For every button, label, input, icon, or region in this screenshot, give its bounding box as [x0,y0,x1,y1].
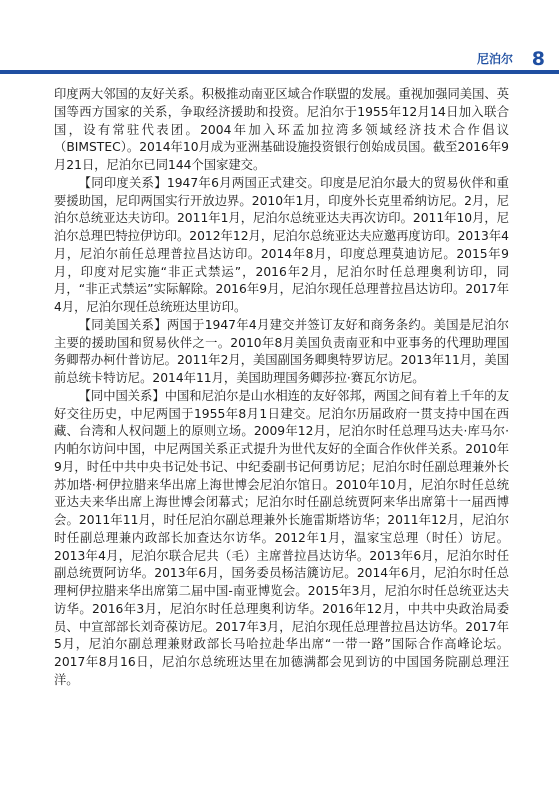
paragraph-text: 1947年6月两国正式建交。印度是尼泊尔最大的贸易伙伴和重要援助国，尼印两国实行开放边界。2010年1月，印度外长克里希纳访尼。2月，尼泊尔总统亚达夫访印。2011年1月，尼泊尔总统亚达夫再次访印。2011年10月，尼泊尔总理巴特拉伊访印。2012年12月，尼泊尔总统亚达夫应邀再度访印。2013年4月，尼泊尔前任总理普拉昌达访印。2014年8月，印度总理莫迪访尼。2015年9月，印度对尼实施“非正式禁运”，2016年2月，尼泊尔时任总理奥利访印，同月，“非正式禁运”实际解除。2016年9月，尼泊尔现任总理普拉昌达访印。2017年4月，尼泊尔现任总统班达里访印。 [54,175,509,314]
paragraph-india-relations [54,175,509,317]
section-tag: 【同美国关系】 [78,317,167,332]
page-header [0,0,559,82]
paragraph-text: 中国和尼泊尔是山水相连的友好邻邦，两国之间有着上千年的友好交往历史，中尼两国于1955年8月1日建交。尼泊尔历届政府一贯支持中国在西藏、台湾和人权问题上的原则立场。2009年12月，尼泊尔时任总理马达夫·库马尔·内帕尔访问中国，中尼两国关系正式提升为世代友好的全面合作伙伴关系。2010年9月，时任中共中央书记处书记、中纪委副书记何勇访尼；尼泊尔时任副总理兼外长苏加塔·柯伊拉腊来华出席上海世博会尼泊尔馆日。2010年10月，尼泊尔时任总统亚达夫来华出席上海世博会闭幕式；尼泊尔时任副总统贾阿来华出席第十一届西博会。2011年11月，时任尼泊尔副总理兼外长施雷斯塔访华；2011年12月，尼泊尔时任副总理兼内政部长加查达尔访华。2012年1月，温家宝总理（时任）访尼。2013年4月，尼泊尔联合尼共（毛）主席普拉昌达访华。2013年6月，尼泊尔时任副总统贾阿访华。2013年6月，国务委员杨洁篪访尼。2014年6月，尼泊尔时任总理柯伊拉腊来华出席第二届中国-南亚博览会。2015年3月，尼泊尔时任总统亚达夫访华。2016年3月，尼泊尔时任总理奥利访华。2016年12月，中共中央政治局委员、中宣部部长刘奇葆访尼。2017年3月，尼泊尔现任总理普拉昌达访华。2017年5月，尼泊尔副总理兼财政部长马哈拉赴华出席“一带一路”国际合作高峰论坛。2017年8月16日，尼泊尔总统班达里在加德满都会见到访的中国国务院副总理汪洋。 [54,388,510,687]
paragraph-us-relations [54,317,509,388]
header-rule [0,70,559,74]
section-tag: 【同印度关系】 [78,175,167,190]
paragraph-china-relations [54,388,509,690]
country-title: 尼泊尔 [476,52,513,66]
paragraph-text: 印度两大邻国的友好关系。积极推动南亚区域合作联盟的发展。重视加强同美国、英国等西方国家的关系，争取经济援助和投资。尼泊尔于1955年12月14日加入联合国，设有常驻代表团。2004年加入环孟加拉湾多领域经济技术合作倡议（BIMSTEC）。2014年10月成为亚洲基础设施投资银行创始成员国。截至2016年9月21日，尼泊尔已同144个国家建交。 [54,87,509,172]
main-text [54,86,509,690]
paragraph-intro [54,86,509,175]
section-tag: 【同中国关系】 [78,388,165,403]
page-number: 8 [531,48,545,70]
paragraph-text: 两国于1947年4月建交并签订友好和商务条约。美国是尼泊尔主要的援助国和贸易伙伴之一。2010年8月美国负责南亚和中亚事务的代理助理国务卿帮办柯什普访尼。2011年2月，美国副国务卿奥特罗访尼。2013年11月，美国前总统卡特访尼。2014年11月，美国助理国务卿莎拉·赛瓦尔访尼。 [54,317,509,385]
